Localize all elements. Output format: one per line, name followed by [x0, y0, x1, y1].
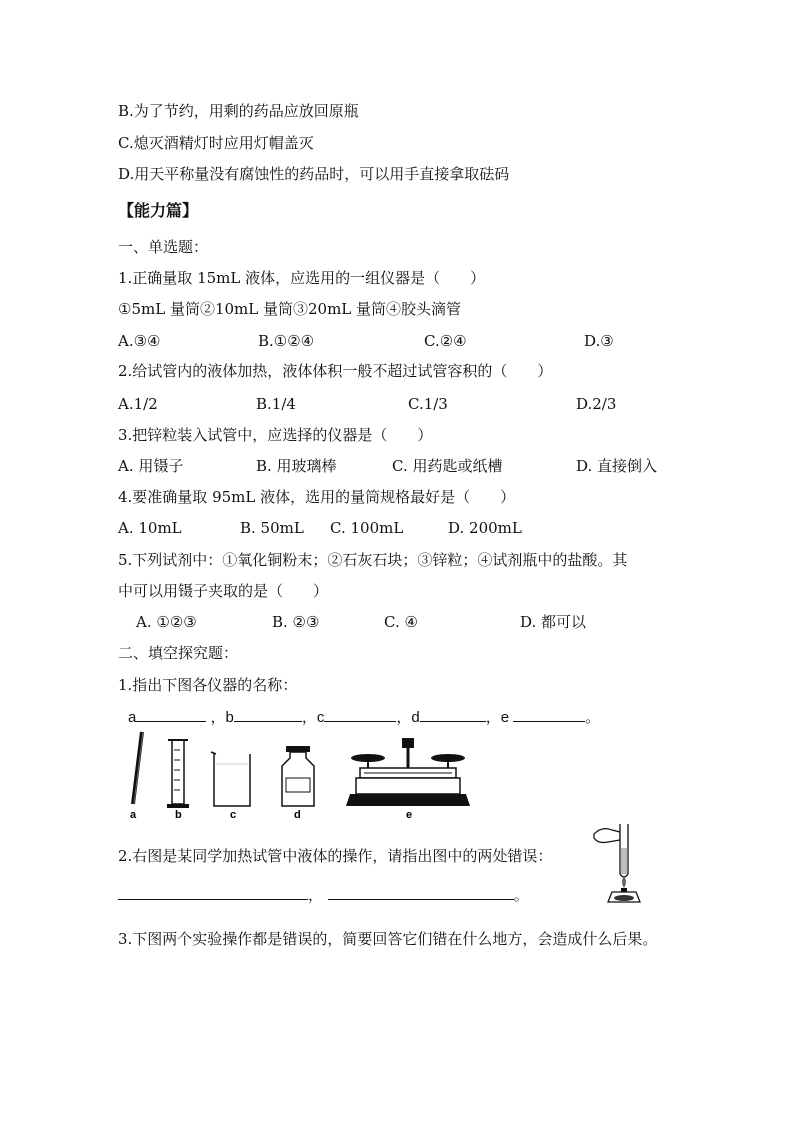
q3-option-c: C. 用药匙或纸槽 — [392, 457, 503, 475]
instrument-a-rod — [133, 732, 143, 804]
instruments-figure — [120, 728, 480, 820]
instrument-d-bottle — [282, 746, 314, 806]
hand-icon — [594, 829, 620, 843]
q3-stem: 3.把锌粒装入试管中，应选择的仪器是（ ） — [118, 426, 433, 444]
alcohol-lamp-icon — [608, 888, 640, 902]
q2-option-c: C.1/3 — [408, 395, 448, 413]
instrument-c-beaker — [211, 752, 250, 806]
q4-option-c: C. 100mL — [330, 519, 404, 537]
blank-c[interactable] — [324, 707, 396, 722]
q3-option-a: A. 用镊子 — [118, 457, 184, 475]
q2-option-d: D.2/3 — [576, 395, 617, 413]
instrument-label-c: c — [230, 809, 237, 820]
instrument-label-b: b — [175, 809, 182, 820]
instrument-label-d: d — [294, 809, 301, 820]
q5-option-a: A. ①②③ — [136, 613, 197, 631]
q1-stem: 1.正确量取 15mL 液体，应选用的一组仪器是（ ） — [118, 269, 486, 287]
blank-label-c: ，c — [301, 709, 325, 726]
q4-option-d: D. 200mL — [448, 519, 522, 537]
option-d: D.用天平称量没有腐蚀性的药品时，可以用手直接拿取砝码 — [118, 165, 510, 183]
q5-option-b: B. ②③ — [272, 613, 320, 631]
q4-option-a: A. 10mL — [118, 519, 182, 537]
error-blank-1[interactable] — [118, 885, 308, 900]
fq2-separator: ， — [308, 886, 324, 904]
q5-option-c: C. ④ — [384, 613, 418, 631]
blank-label-b: ，b — [210, 709, 234, 726]
blank-label-a: a — [128, 709, 137, 726]
option-b: B.为了节约，用剩的药品应放回原瓶 — [118, 102, 359, 120]
instrument-b-cylinder — [167, 740, 189, 808]
q3-option-b: B. 用玻璃棒 — [256, 457, 337, 475]
blank-label-e: ，e — [485, 709, 510, 726]
q5-option-d: D. 都可以 — [520, 613, 587, 631]
q4-stem: 4.要准确量取 95mL 液体，选用的量筒规格最好是（ ） — [118, 488, 516, 506]
q2-option-b: B.1/4 — [256, 395, 296, 413]
part2-title: 二、填空探究题： — [118, 644, 239, 662]
section-title: 【能力篇】 — [118, 201, 199, 220]
flame-icon — [622, 876, 626, 888]
q2-stem: 2.给试管内的液体加热，液体体积一般不超过试管容积的（ ） — [118, 362, 553, 380]
blank-d[interactable] — [420, 707, 486, 722]
q1-option-a: A.③④ — [118, 332, 161, 350]
fq1-blanks-row — [128, 707, 600, 728]
q1-option-d: D.③ — [584, 332, 614, 350]
error-blank-2[interactable] — [328, 885, 514, 900]
instrument-e-balance — [346, 738, 470, 806]
instrument-label-e: e — [406, 809, 413, 820]
q2-option-a: A.1/2 — [118, 395, 158, 413]
q5-stem-line2: 中可以用镊子夹取的是（ ） — [118, 582, 329, 600]
heating-tube-figure — [590, 820, 650, 904]
q1-option-b: B.①②④ — [258, 332, 315, 350]
fq2-answer-row — [118, 885, 529, 905]
q3-option-d: D. 直接倒入 — [576, 457, 658, 475]
q1-option-c: C.②④ — [424, 332, 467, 350]
blank-end: 。 — [585, 709, 601, 726]
fq2-stem: 2.右图是某同学加热试管中液体的操作，请指出图中的两处错误： — [118, 847, 553, 865]
part1-title: 一、单选题： — [118, 238, 209, 256]
fq3-stem: 3.下图两个实验操作都是错误的，简要回答它们错在什么地方，会造成什么后果。 — [118, 930, 658, 948]
option-c: C.熄灭酒精灯时应用灯帽盖灭 — [118, 134, 314, 152]
instrument-label-a: a — [130, 809, 137, 820]
fq1-stem: 1.指出下图各仪器的名称： — [118, 676, 298, 694]
q5-stem-line1: 5.下列试剂中：①氧化铜粉末；②石灰石块；③锌粒；④试剂瓶中的盐酸。其 — [118, 551, 628, 569]
blank-a[interactable] — [136, 707, 206, 722]
q1-sub: ①5mL 量筒②10mL 量筒③20mL 量筒④胶头滴管 — [118, 300, 462, 318]
q4-option-b: B. 50mL — [240, 519, 304, 537]
blank-label-d: ，d — [396, 709, 420, 726]
fq2-end: 。 — [513, 886, 529, 904]
blank-b[interactable] — [234, 707, 302, 722]
blank-e[interactable] — [513, 707, 585, 722]
